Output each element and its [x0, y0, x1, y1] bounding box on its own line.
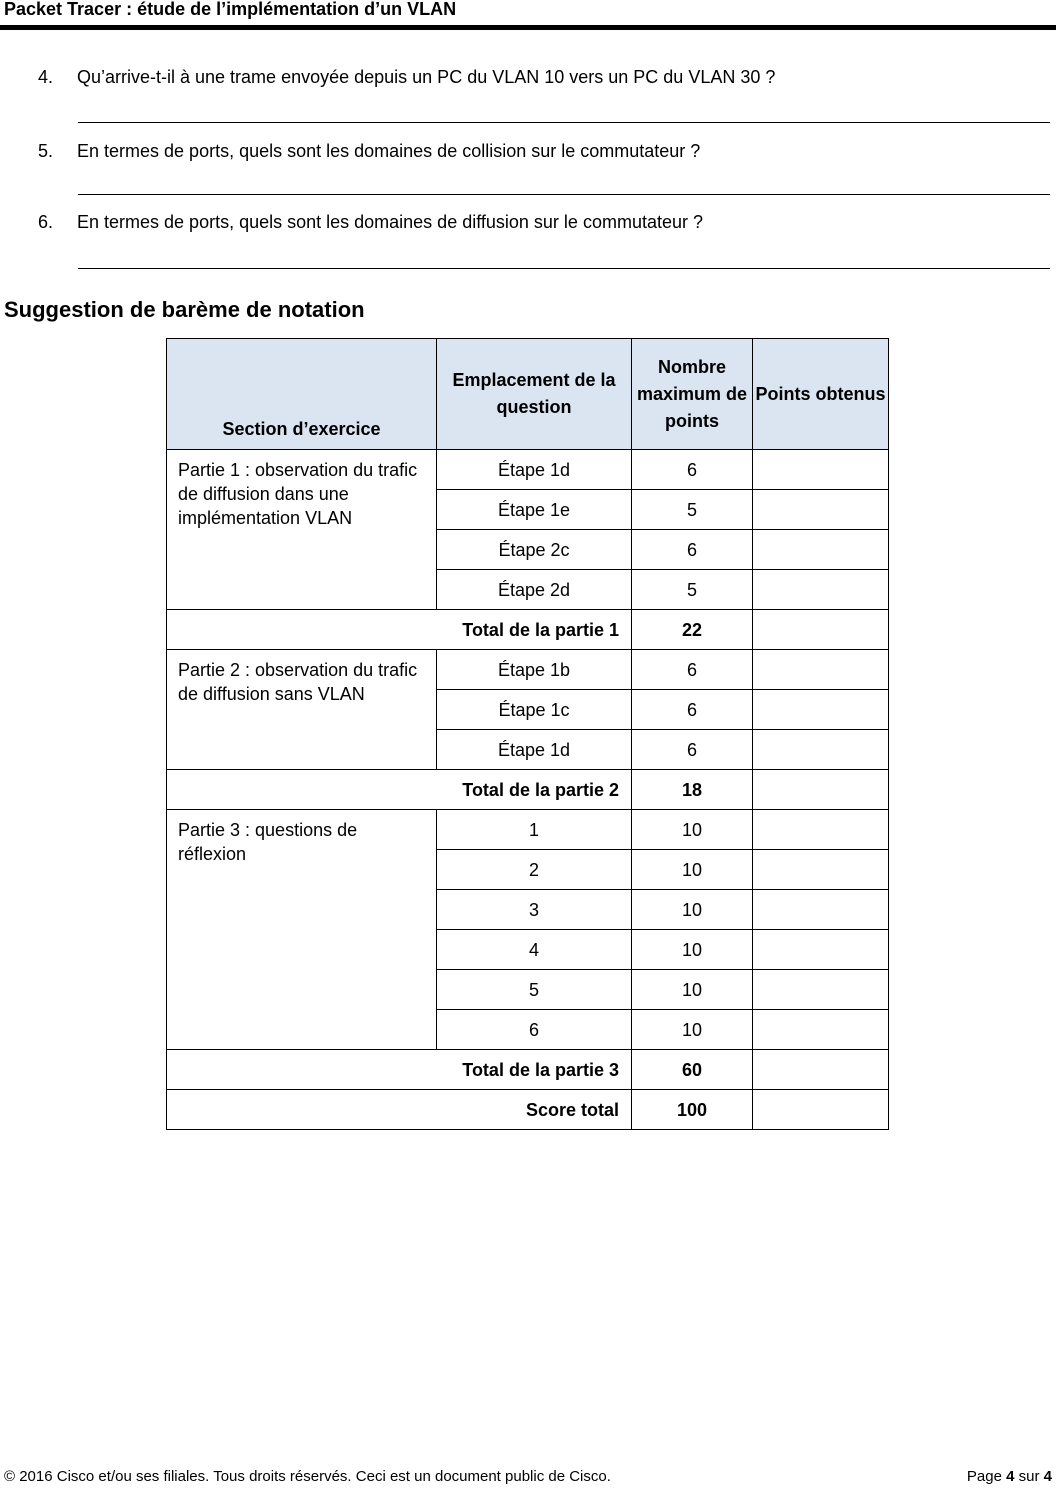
- answer-line-5: [78, 194, 1050, 195]
- footer-copyright: © 2016 Cisco et/ou ses filiales. Tous droits réservés. Ceci est un document public de Cisco.: [4, 1468, 611, 1485]
- points-cell: 10: [632, 930, 753, 970]
- location-cell: 4: [437, 930, 632, 970]
- score-total-label: Score total: [167, 1090, 632, 1130]
- location-cell: Étape 1c: [437, 690, 632, 730]
- total-label: Total de la partie 1: [167, 610, 632, 650]
- earned-cell: [753, 450, 889, 490]
- table-header-row: [167, 339, 889, 450]
- earned-cell: [753, 610, 889, 650]
- page-separator: sur: [1014, 1468, 1044, 1485]
- total-row-part-2: [167, 770, 889, 810]
- location-cell: Étape 2c: [437, 530, 632, 570]
- answer-line-4: [78, 122, 1050, 123]
- grading-heading: Suggestion de barème de notation: [4, 297, 365, 322]
- location-cell: 5: [437, 970, 632, 1010]
- points-cell: 6: [632, 450, 753, 490]
- page-current: 4: [1006, 1468, 1015, 1485]
- earned-cell: [753, 810, 889, 850]
- question-6: [38, 211, 703, 233]
- points-cell: 6: [632, 730, 753, 770]
- earned-cell: [753, 1010, 889, 1050]
- earned-cell: [753, 930, 889, 970]
- table-row: [167, 650, 889, 690]
- total-label: Total de la partie 2: [167, 770, 632, 810]
- page-total: 4: [1043, 1468, 1052, 1485]
- grading-table: [166, 338, 889, 1130]
- location-cell: 3: [437, 890, 632, 930]
- column-header-section: Section d’exercice: [167, 339, 437, 450]
- total-row-part-3: [167, 1050, 889, 1090]
- points-cell: 10: [632, 890, 753, 930]
- section-cell-part-2: Partie 2 : observation du trafic de diffusion sans VLAN: [167, 650, 437, 770]
- section-cell-part-1: Partie 1 : observation du trafic de diffusion dans une implémentation VLAN: [167, 450, 437, 610]
- question-4: [38, 66, 775, 88]
- question-number: 4.: [38, 67, 54, 87]
- column-header-max-points: Nombre maximum de points: [632, 339, 753, 450]
- earned-cell: [753, 970, 889, 1010]
- question-5: [38, 140, 700, 162]
- location-cell: 2: [437, 850, 632, 890]
- location-cell: Étape 1e: [437, 490, 632, 530]
- location-cell: Étape 1d: [437, 450, 632, 490]
- earned-cell: [753, 730, 889, 770]
- question-number: 6.: [38, 212, 54, 232]
- earned-cell: [753, 1090, 889, 1130]
- page-header-title: Packet Tracer : étude de l’implémentation d’un VLAN: [4, 0, 457, 19]
- earned-cell: [753, 650, 889, 690]
- score-total-row: [167, 1090, 889, 1130]
- question-text: En termes de ports, quels sont les domaines de collision sur le commutateur ?: [77, 141, 701, 161]
- points-cell: 5: [632, 490, 753, 530]
- points-cell: 5: [632, 570, 753, 610]
- page-prefix: Page: [966, 1468, 1007, 1485]
- answer-line-6: [78, 268, 1050, 269]
- column-header-earned: Points obtenus: [753, 339, 889, 450]
- earned-cell: [753, 490, 889, 530]
- score-total-value: 100: [632, 1090, 753, 1130]
- total-row-part-1: [167, 610, 889, 650]
- location-cell: Étape 1b: [437, 650, 632, 690]
- location-cell: 6: [437, 1010, 632, 1050]
- earned-cell: [753, 1050, 889, 1090]
- total-value: 22: [632, 610, 753, 650]
- total-value: 18: [632, 770, 753, 810]
- table-row: [167, 810, 889, 850]
- earned-cell: [753, 890, 889, 930]
- header-divider: [0, 25, 1056, 30]
- points-cell: 10: [632, 850, 753, 890]
- earned-cell: [753, 770, 889, 810]
- earned-cell: [753, 530, 889, 570]
- question-number: 5.: [38, 141, 54, 161]
- location-cell: 1: [437, 810, 632, 850]
- footer-page-number: [967, 1468, 1052, 1486]
- points-cell: 6: [632, 650, 753, 690]
- earned-cell: [753, 690, 889, 730]
- location-cell: Étape 2d: [437, 570, 632, 610]
- total-value: 60: [632, 1050, 753, 1090]
- section-cell-part-3: Partie 3 : questions de réflexion: [167, 810, 437, 1050]
- points-cell: 10: [632, 970, 753, 1010]
- total-label: Total de la partie 3: [167, 1050, 632, 1090]
- points-cell: 10: [632, 810, 753, 850]
- question-text: En termes de ports, quels sont les domaines de diffusion sur le commutateur ?: [77, 212, 703, 232]
- points-cell: 10: [632, 1010, 753, 1050]
- points-cell: 6: [632, 530, 753, 570]
- question-text: Qu’arrive-t-il à une trame envoyée depuis un PC du VLAN 10 vers un PC du VLAN 30 ?: [77, 67, 776, 87]
- earned-cell: [753, 570, 889, 610]
- earned-cell: [753, 850, 889, 890]
- points-cell: 6: [632, 690, 753, 730]
- column-header-location: Emplacement de la question: [437, 339, 632, 450]
- location-cell: Étape 1d: [437, 730, 632, 770]
- table-row: [167, 450, 889, 490]
